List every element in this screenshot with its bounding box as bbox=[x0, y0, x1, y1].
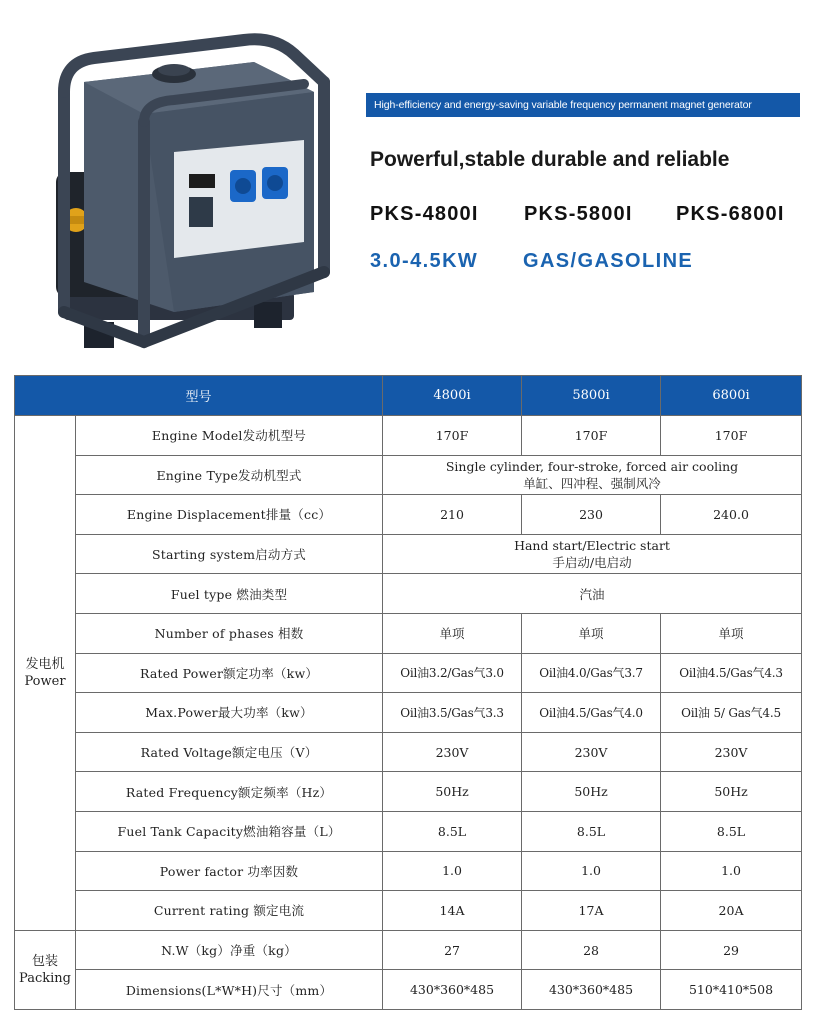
model-column-header: 5800i bbox=[522, 376, 661, 416]
row-label: Number of phases 相数 bbox=[76, 613, 383, 653]
merged-cell bbox=[383, 534, 802, 574]
row-label: Dimensions(L*W*H)尺寸（mm） bbox=[76, 970, 383, 1010]
table-cell: 8.5L bbox=[661, 811, 802, 851]
cell-text: 单缸、四冲程、强制风冷 bbox=[523, 475, 661, 491]
table-cell: 单项 bbox=[522, 613, 661, 653]
table-cell: 17A bbox=[522, 891, 661, 931]
model-list bbox=[370, 203, 810, 231]
table-row bbox=[15, 574, 802, 614]
table-header-row bbox=[15, 376, 802, 416]
row-label: Starting system启动方式 bbox=[76, 534, 383, 574]
table-cell: 1.0 bbox=[383, 851, 522, 891]
table-cell: 8.5L bbox=[522, 811, 661, 851]
table-cell: 170F bbox=[661, 416, 802, 456]
power-fuel-line bbox=[370, 250, 810, 278]
table-cell: 1.0 bbox=[522, 851, 661, 891]
table-cell: 230 bbox=[522, 495, 661, 535]
table-cell: 50Hz bbox=[383, 772, 522, 812]
group-label: Power bbox=[24, 673, 66, 689]
fuel-type-label: GAS/GASOLINE bbox=[523, 250, 694, 272]
table-cell: 28 bbox=[522, 930, 661, 970]
model-column-header: 6800i bbox=[661, 376, 802, 416]
table-row bbox=[15, 930, 802, 970]
table-cell: 20A bbox=[661, 891, 802, 931]
generator-product-image bbox=[24, 22, 340, 354]
table-row bbox=[15, 891, 802, 931]
row-label: Power factor 功率因数 bbox=[76, 851, 383, 891]
row-label: Engine Displacement排量（cc） bbox=[76, 495, 383, 535]
table-cell: Oil油4.0/Gas气3.7 bbox=[522, 653, 661, 693]
group-label: 发电机 bbox=[25, 656, 65, 672]
table-row bbox=[15, 495, 802, 535]
table-cell: 50Hz bbox=[522, 772, 661, 812]
table-row bbox=[15, 970, 802, 1010]
table-cell: 240.0 bbox=[661, 495, 802, 535]
model-name: PKS-4800I bbox=[370, 203, 479, 225]
group-power bbox=[15, 416, 76, 931]
table-row bbox=[15, 811, 802, 851]
table-row bbox=[15, 851, 802, 891]
table-row bbox=[15, 693, 802, 733]
group-packing bbox=[15, 930, 76, 1009]
table-cell: 430*360*485 bbox=[522, 970, 661, 1010]
row-label: Current rating 额定电流 bbox=[76, 891, 383, 931]
row-label: Max.Power最大功率（kw） bbox=[76, 693, 383, 733]
table-cell: 230V bbox=[522, 732, 661, 772]
power-range: 3.0-4.5KW bbox=[370, 250, 479, 272]
group-label: Packing bbox=[19, 970, 71, 986]
table-cell: 170F bbox=[383, 416, 522, 456]
row-label: Fuel type 燃油类型 bbox=[76, 574, 383, 614]
row-label: Fuel Tank Capacity燃油箱容量（L） bbox=[76, 811, 383, 851]
table-cell: 230V bbox=[661, 732, 802, 772]
model-header: 型号 bbox=[15, 376, 383, 416]
tagline: Powerful,stable durable and reliable bbox=[370, 148, 730, 171]
table-cell: Oil油 5/ Gas气4.5 bbox=[661, 693, 802, 733]
table-cell: 430*360*485 bbox=[383, 970, 522, 1010]
model-name: PKS-5800I bbox=[524, 203, 633, 225]
table-cell: 230V bbox=[383, 732, 522, 772]
cell-text: Single cylinder, four-stroke, forced air cooling bbox=[445, 458, 739, 474]
table-cell: Oil油3.2/Gas气3.0 bbox=[383, 653, 522, 693]
row-label: Rated Power额定功率（kw） bbox=[76, 653, 383, 693]
table-cell: Oil油3.5/Gas气3.3 bbox=[383, 693, 522, 733]
table-cell: 27 bbox=[383, 930, 522, 970]
table-cell: Oil油4.5/Gas气4.0 bbox=[522, 693, 661, 733]
table-row bbox=[15, 416, 802, 456]
feature-banner: High-efficiency and energy-saving variable frequency permanent magnet generator bbox=[366, 93, 800, 117]
row-label: Rated Voltage额定电压（V） bbox=[76, 732, 383, 772]
table-cell: 210 bbox=[383, 495, 522, 535]
table-cell: 单项 bbox=[383, 613, 522, 653]
table-row bbox=[15, 455, 802, 495]
table-cell: 14A bbox=[383, 891, 522, 931]
row-label: Rated Frequency额定频率（Hz） bbox=[76, 772, 383, 812]
row-label: N.W（kg）净重（kg） bbox=[76, 930, 383, 970]
model-column-header: 4800i bbox=[383, 376, 522, 416]
table-row bbox=[15, 534, 802, 574]
table-row bbox=[15, 653, 802, 693]
merged-cell: 汽油 bbox=[383, 574, 802, 614]
cell-text: Hand start/Electric start bbox=[514, 538, 670, 554]
table-cell: Oil油4.5/Gas气4.3 bbox=[661, 653, 802, 693]
table-row bbox=[15, 732, 802, 772]
model-name: PKS-6800I bbox=[676, 203, 785, 225]
table-row bbox=[15, 772, 802, 812]
spec-table bbox=[14, 375, 802, 1010]
row-label: Engine Model发动机型号 bbox=[76, 416, 383, 456]
table-cell: 单项 bbox=[661, 613, 802, 653]
table-cell: 510*410*508 bbox=[661, 970, 802, 1010]
table-row bbox=[15, 613, 802, 653]
table-cell: 8.5L bbox=[383, 811, 522, 851]
group-label: 包装 bbox=[31, 953, 58, 969]
table-cell: 50Hz bbox=[661, 772, 802, 812]
table-cell: 1.0 bbox=[661, 851, 802, 891]
table-cell: 29 bbox=[661, 930, 802, 970]
cell-text: 手启动/电启动 bbox=[552, 555, 632, 571]
row-label: Engine Type发动机型式 bbox=[76, 455, 383, 495]
merged-cell bbox=[383, 455, 802, 495]
table-cell: 170F bbox=[522, 416, 661, 456]
